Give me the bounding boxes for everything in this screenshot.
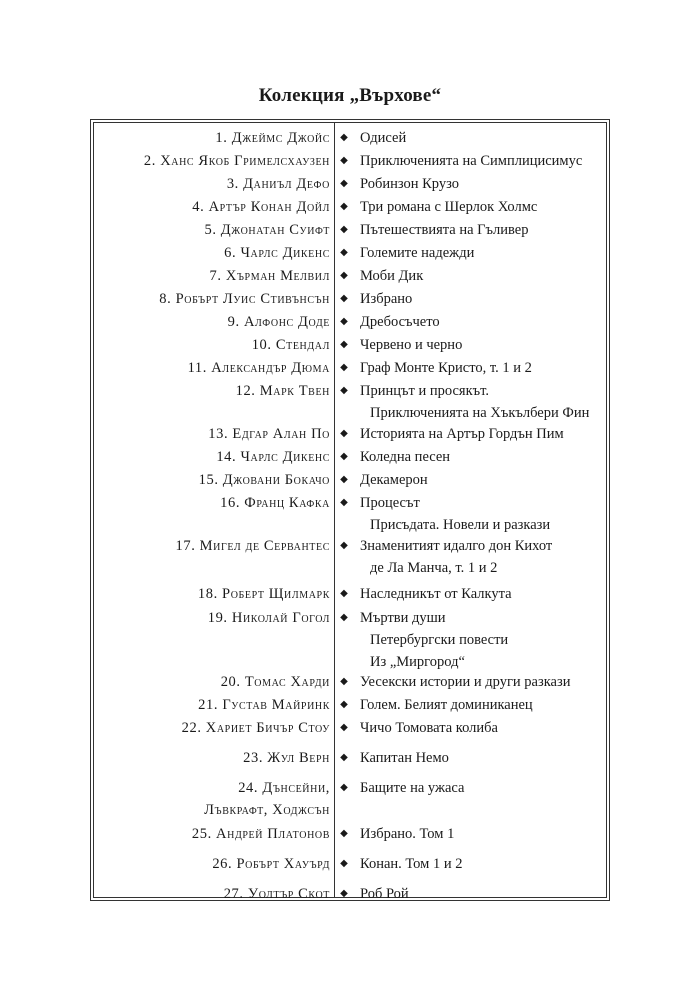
author-line: 4. Артър Конан Дойл [192, 199, 330, 215]
book-title [360, 535, 610, 579]
book-title [360, 607, 610, 673]
book-title [360, 469, 610, 491]
author-name [94, 357, 330, 379]
title-line: Дребосъчето [360, 314, 440, 330]
author-name [94, 127, 330, 149]
book-title [360, 853, 610, 875]
author-line: 1. Джеймс Джойс [215, 130, 330, 146]
author-name [94, 823, 330, 845]
author-line: 18. Роберт Щилмарк [197, 586, 330, 602]
title-line: Робинзон Крузо [360, 176, 460, 192]
diamond-bullet-icon: ◆ [340, 201, 348, 212]
diamond-bullet-icon: ◆ [340, 428, 348, 439]
book-title [360, 694, 610, 716]
book-title [360, 150, 610, 172]
title-line: Пътешествията на Гъливер [360, 222, 529, 238]
book-title [360, 242, 610, 264]
title-line: Избрано. Том 1 [360, 826, 455, 842]
book-title [360, 196, 610, 218]
diamond-bullet-icon: ◆ [340, 339, 348, 350]
author-line: 25. Андрей Платонов [191, 826, 330, 842]
title-line: Приключенията на Симплицисимус [360, 153, 583, 169]
title-line: Из „Миргород“ [370, 654, 465, 670]
author-line: 5. Джонатан Суифт [204, 222, 330, 238]
title-line: Присъдата. Новели и разкази [370, 517, 551, 533]
title-line: де Ла Манча, т. 1 и 2 [370, 560, 498, 576]
diamond-bullet-icon: ◆ [340, 132, 348, 143]
author-name [94, 173, 330, 195]
author-line: 2. Ханс Якоб Гримелсхаузен [143, 153, 330, 169]
book-title [360, 671, 610, 693]
book-title [360, 334, 610, 356]
diamond-bullet-icon: ◆ [340, 316, 348, 327]
diamond-bullet-icon: ◆ [340, 588, 348, 599]
book-title [360, 173, 610, 195]
author-name [94, 694, 330, 716]
book-title [360, 357, 610, 379]
author-line: 26. Робърт Хауърд [212, 856, 330, 872]
author-name [94, 853, 330, 875]
title-line: Наследникът от Калкута [360, 586, 512, 602]
author-name [94, 150, 330, 172]
title-line: Одисей [360, 130, 407, 146]
diamond-bullet-icon: ◆ [340, 385, 348, 396]
book-title [360, 311, 610, 333]
title-line: Приключенията на Хъкълбери Фин [370, 405, 590, 421]
title-line: Капитан Немо [360, 750, 449, 766]
author-name [94, 242, 330, 264]
author-line: 9. Алфонс Доде [227, 314, 330, 330]
diamond-bullet-icon: ◆ [340, 497, 348, 508]
book-title [360, 288, 610, 310]
author-line: 17. Мигел де Сервантес [175, 538, 330, 554]
author-name [94, 288, 330, 310]
author-name [94, 311, 330, 333]
author-name [94, 607, 330, 629]
diamond-bullet-icon: ◆ [340, 270, 348, 281]
author-name [94, 747, 330, 769]
title-line: Голем. Белият доминиканец [360, 697, 533, 713]
collection-table-frame [90, 119, 610, 901]
author-name [94, 717, 330, 739]
title-line: Чичо Томовата колиба [360, 720, 498, 736]
book-title [360, 777, 610, 799]
author-name [94, 777, 330, 821]
title-line: Знаменитият идалго дон Кихот [360, 538, 553, 554]
title-line: Роб Рой [360, 886, 409, 902]
title-line: Принцът и просякът. [360, 383, 489, 399]
diamond-bullet-icon: ◆ [340, 699, 348, 710]
author-line: 13. Едгар Алан По [208, 426, 330, 442]
author-name [94, 492, 330, 514]
title-line: Историята на Артър Гордън Пим [360, 426, 564, 442]
title-line: Моби Дик [360, 268, 424, 284]
author-name [94, 265, 330, 287]
book-title [360, 446, 610, 468]
diamond-bullet-icon: ◆ [340, 247, 348, 258]
title-line: Избрано [360, 291, 413, 307]
author-line: 24. Дънсейни, [238, 780, 330, 796]
author-name [94, 469, 330, 491]
author-name [94, 446, 330, 468]
book-title [360, 380, 610, 424]
diamond-bullet-icon: ◆ [340, 474, 348, 485]
diamond-bullet-icon: ◆ [340, 752, 348, 763]
book-title [360, 492, 610, 536]
author-name [94, 583, 330, 605]
book-title [360, 583, 610, 605]
author-name [94, 219, 330, 241]
book-title [360, 127, 610, 149]
book-title [360, 423, 610, 445]
title-line: Три романа с Шерлок Холмс [360, 199, 538, 215]
author-line: 7. Хърман Мелвил [209, 268, 330, 284]
diamond-bullet-icon: ◆ [340, 293, 348, 304]
author-name [94, 671, 330, 693]
diamond-bullet-icon: ◆ [340, 782, 348, 793]
title-line: Конан. Том 1 и 2 [360, 856, 463, 872]
collection-list [93, 122, 607, 902]
title-line: Коледна песен [360, 449, 451, 465]
author-name [94, 196, 330, 218]
author-line: 14. Чарлс Дикенс [216, 449, 330, 465]
book-title [360, 265, 610, 287]
book-title [360, 823, 610, 845]
diamond-bullet-icon: ◆ [340, 155, 348, 166]
author-line: 20. Томас Харди [220, 674, 330, 690]
title-line: Петербургски повести [370, 632, 509, 648]
author-line: 22. Хариет Бичър Стоу [181, 720, 330, 736]
author-name [94, 535, 330, 557]
diamond-bullet-icon: ◆ [340, 178, 348, 189]
author-name [94, 380, 330, 402]
title-line: Мъртви души [360, 610, 446, 626]
author-line: 12. Марк Твен [235, 383, 330, 399]
author-name [94, 423, 330, 445]
page-title: Колекция „Върхове“ [258, 85, 442, 106]
diamond-bullet-icon: ◆ [340, 722, 348, 733]
author-line: 3. Даниъл Дефо [226, 176, 330, 192]
author-line: 21. Густав Майринк [198, 697, 330, 713]
diamond-bullet-icon: ◆ [340, 612, 348, 623]
diamond-bullet-icon: ◆ [340, 362, 348, 373]
diamond-bullet-icon: ◆ [340, 224, 348, 235]
author-line: 15. Джовани Бокачо [198, 472, 330, 488]
author-line: 23. Жул Верн [243, 750, 330, 766]
diamond-bullet-icon: ◆ [340, 540, 348, 551]
author-name [94, 334, 330, 356]
column-divider [334, 123, 335, 897]
author-line: 11. Александър Дюма [187, 360, 330, 376]
title-line: Червено и черно [360, 337, 463, 353]
title-line: Декамерон [360, 472, 428, 488]
author-line: 16. Франц Кафка [220, 495, 330, 511]
author-line: Лъвкрафт, Ходжсън [204, 802, 330, 818]
title-line: Граф Монте Кристо, т. 1 и 2 [360, 360, 532, 376]
author-line: 10. Стендал [251, 337, 330, 353]
author-line: 19. Николай Гогол [207, 610, 330, 626]
diamond-bullet-icon: ◆ [340, 451, 348, 462]
diamond-bullet-icon: ◆ [340, 828, 348, 839]
title-line: Уесекски истории и други разкази [360, 674, 571, 690]
author-name [94, 883, 330, 905]
diamond-bullet-icon: ◆ [340, 858, 348, 869]
author-line: 8. Робърт Луис Стивънсън [159, 291, 330, 307]
title-line: Големите надежди [360, 245, 475, 261]
author-line: 27. Уолтър Скот [223, 886, 330, 902]
title-line: Бащите на ужаса [360, 780, 465, 796]
author-line: 6. Чарлс Дикенс [224, 245, 330, 261]
title-line: Процесът [360, 495, 420, 511]
book-title [360, 747, 610, 769]
book-title [360, 717, 610, 739]
book-title [360, 219, 610, 241]
diamond-bullet-icon: ◆ [340, 676, 348, 687]
diamond-bullet-icon: ◆ [340, 888, 348, 899]
book-title [360, 883, 610, 905]
